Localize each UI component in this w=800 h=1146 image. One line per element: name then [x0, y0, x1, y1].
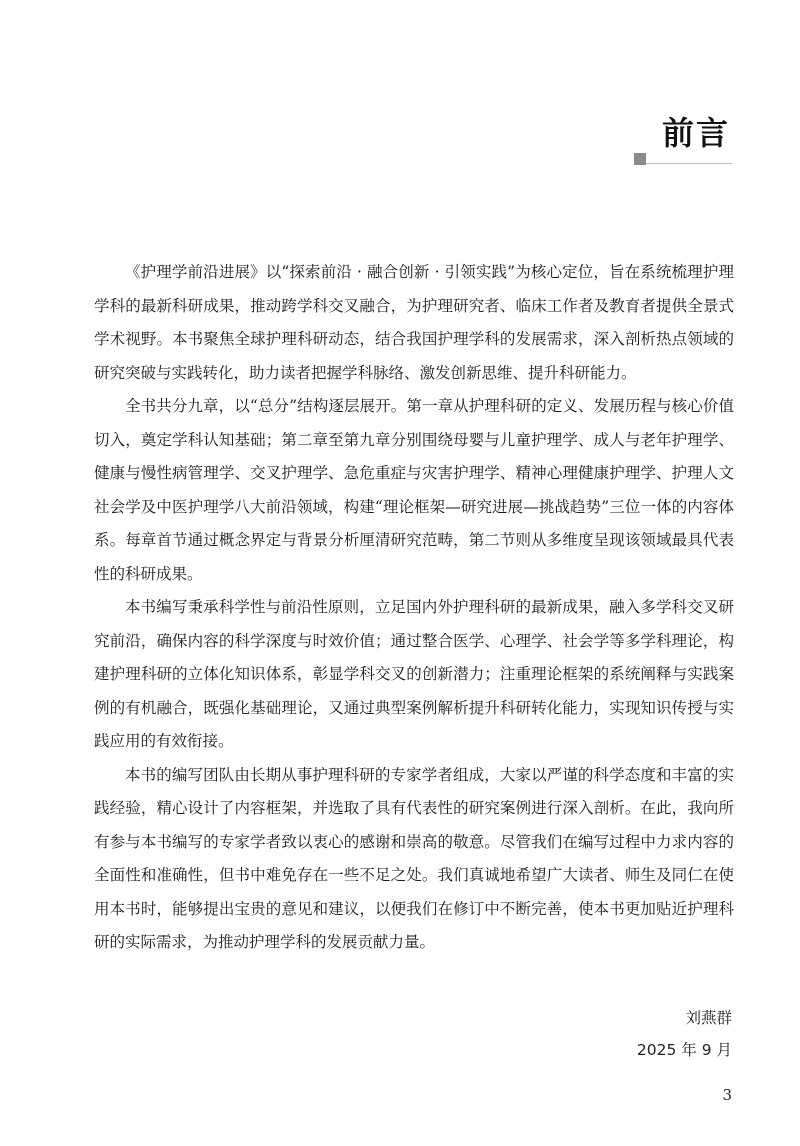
- paragraph-3: 本书编写秉承科学性与前沿性原则，立足国内外护理科研的最新成果，融入多学科交叉研究前沿，确保内容的科学深度与时效价值；通过整合医学、心理学、社会学等多学科理论，构建护理科研的立体化知识体系，彰显学科交叉的创新潜力；注重理论框架的系统阐释与实践案例的有机融合，既强化基础理论，又通过典型案例解析提升科研转化能力，实现知识传授与实践应用的有效衔接。: [94, 598, 734, 750]
- preface-body: [94, 256, 734, 960]
- signature-date: 2025 年 9 月: [636, 1041, 732, 1059]
- title-decoration-square: [634, 153, 646, 165]
- author-name: 刘燕群: [685, 1009, 732, 1027]
- title-rule: [646, 163, 732, 164]
- signature-block: [637, 1002, 732, 1066]
- paragraph-2: 全书共分九章，以“总分”结构逐层展开。第一章从护理科研的定义、发展历程与核心价值切入，奠定学科认知基础；第二章至第九章分别围绕母婴与儿童护理学、成人与老年护理学、健康与慢性病管理学、交叉护理学、急危重症与灾害护理学、精神心理健康护理学、护理人文社会学及中医护理学八大前沿领域，构建“理论框架—研究进展—挑战趋势”三位一体的内容体系。每章首节通过概念界定与背景分析厘清研究范畴，第二节则从多维度呈现该领域最具代表性的科研成果。: [94, 397, 734, 583]
- page-number: 3: [722, 1086, 732, 1104]
- paragraph-4: 本书的编写团队由长期从事护理科研的专家学者组成，大家以严谨的科学态度和丰富的实践经验，精心设计了内容框架，并选取了具有代表性的研究案例进行深入剖析。在此，我向所有参与本书编写的专家学者致以衷心的感谢和崇高的敬意。尽管我们在编写过程中力求内容的全面性和准确性，但书中难免存在一些不足之处。我们真诚地希望广大读者、师生及同仁在使用本书时，能够提出宝贵的意见和建议，以便我们在修订中不断完善，使本书更加贴近护理科研的实际需求，为推动护理学科的发展贡献力量。: [94, 765, 734, 951]
- paragraph-1: 《护理学前沿进展》以“探索前沿 · 融合创新 · 引领实践”为核心定位，旨在系统梳理护理学科的最新科研成果，推动跨学科交叉融合，为护理研究者、临床工作者及教育者提供全景式学术视野。本书聚焦全球护理科研动态，结合我国护理学科的发展需求，深入剖析热点领域的研究突破与实践转化，助力读者把握学科脉络、激发创新思维、提升科研能力。: [94, 263, 734, 382]
- page-title: 前言: [661, 114, 730, 152]
